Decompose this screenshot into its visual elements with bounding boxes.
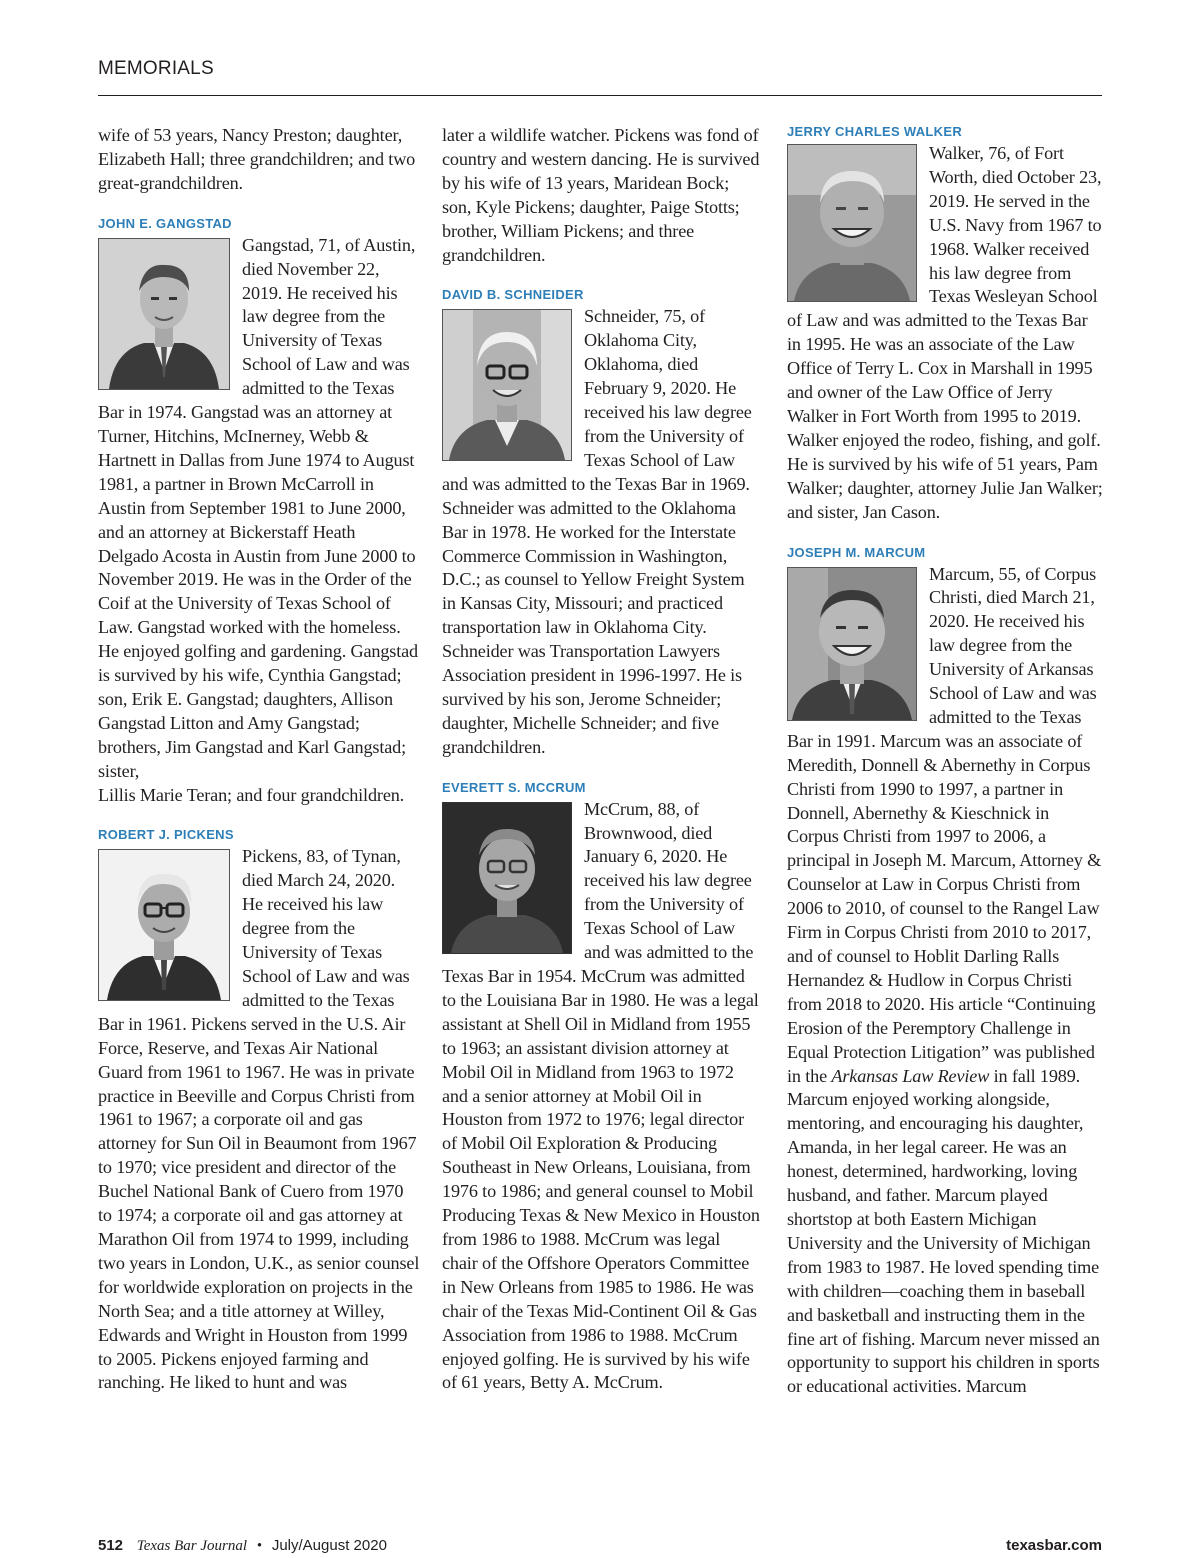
gangstad-name: JOHN E. GANGSTAD	[98, 215, 232, 231]
gangstad-memorial-text: Gangstad, 71, of Austin, died November 22, 2019. He received his law degree from the University of Texas School of Law and was admitted to the Texas Bar in 1974. Gangstad was an attorney at Turner, Hitchins, McInerney, Webb & Hartnett in Dallas from June 1974 to August 1981, a partner in Brown McCarroll in Austin from September 1981 to June 2000, and an attorney at Bickerstaff Heath Delgado Acosta in Austin from June 2000 to November 2019. He was in the Order of the Coif at the University of Texas School of Law. Gangstad worked with the homeless. He enjoyed golfing and gardening. Gangstad is survived by his wife, Cynthia Gangstad; son, Erik E. Gangstad; daughters, Allison Gangstad Litton and Amy Gangstad; brothers, Jim Gangstad and Karl Gangstad; sister,	[98, 234, 418, 781]
issue-date: July/August 2020	[271, 1537, 387, 1554]
walker-name: JERRY CHARLES WALKER	[787, 124, 963, 139]
marcum-text-part-a: Marcum, 55, of Corpus Christi, died March 21, 2020. He received his law degree from the University of Arkansas School of Law and was admitted to the Texas Bar in 1991. Marcum was an associate of Meredith, Donnell & Abernethy in Corpus Christi from 1990 to 1997, a partner in Donnell, Abernethy & Kieschnick in Corpus Christi from 1997 to 2006, a principal in Joseph M. Marcum, Attorney & Counselor at Law in Corpus Christi from 2006 to 2010, of counsel to the Rangel Law Firm in Corpus Christi from 2010 to 2017, and of counsel to Hoblit Darling Ralls Hernandez & Hudlow in Corpus Christi from 2018 to 2020. His article “Continuing Erosion of the Peremptory Challenge in Equal Protection Litigation” was published in the	[787, 563, 1102, 1086]
publication-title: Texas Bar Journal	[136, 1538, 248, 1554]
schneider-photo	[442, 309, 572, 461]
column-2	[442, 124, 760, 1395]
mccrum-photo	[442, 802, 572, 954]
footer-website: texasbar.com	[1006, 1537, 1102, 1554]
header-rule	[98, 95, 1102, 96]
pickens-memorial-text: Pickens, 83, of Tynan, died March 24, 2020. He received his law degree from the University of Texas School of Law and was admitted to the Texas Bar in 1961. Pickens served in the U.S. Air Force, Reserve, and Texas Air National Guard from 1961 to 1967. He was in private practice in Beeville and Corpus Christi from 1961 to 1967; a corporate oil and gas attorney for Sun Oil in Beaumont from 1967 to 1970; vice president and director of the Buchel National Bank of Cuero from 1970 to 1974; a corporate oil and gas attorney at Marathon Oil from 1974 to 1999, including two years in London, U.K., as senior counsel for worldwide exploration on projects in the North Sea; and a title attorney at Willey, Edwards and Wright in Houston from 1999 to 2005. Pickens enjoyed farming and ranching. He liked to hunt and was	[98, 846, 420, 1393]
marcum-text-part-b: in fall 1989. Marcum enjoyed working alongside, mentoring, and encouraging his daughter, Amanda, in her legal career. He was an honest, determined, hardworking, loving husband, and father. Marcum played shortstop at both Eastern Michigan University and the University of Michigan from 1983 to 1987. He loved spending time with children—coaching them in baseball and basketball and instructing them in the fine art of fishing. Marcum never missed an opportunity to support his children in sports or educational activities. Marcum	[787, 1065, 1100, 1397]
schneider-memorial-text: Schneider, 75, of Oklahoma City, Oklahoma, died February 9, 2020. He received his law degree from the University of Texas School of Law and was admitted to the Texas Bar in 1969. Schneider was admitted to the Oklahoma Bar in 1978. He worked for the Interstate Commerce Commission in Washington, D.C.; as counsel to Yellow Freight System in Kansas City, Missouri; and practiced transportation law in Oklahoma City. Schneider was Transportation Lawyers Association president in 1996-1997. He is survived by his son, Jerome Schneider; daughter, Michelle Schneider; and five grandchildren.	[442, 306, 752, 757]
section-header: MEMORIALS	[98, 58, 214, 79]
schneider-name: DAVID B. SCHNEIDER	[442, 287, 584, 303]
walker-photo	[787, 144, 917, 302]
gangstad-memorial-last-line: Lillis Marie Teran; and four grandchildren.	[98, 784, 405, 805]
mccrum-memorial-text: McCrum, 88, of Brownwood, died January 6, 2020. He received his law degree from the University of Texas School of Law and was admitted to the Texas Bar in 1954. McCrum was admitted to the Louisiana Bar in 1980. He was a legal assistant at Shell Oil in Midland from 1955 to 1963; an assistant division attorney at Mobil Oil in Midland from 1963 to 1972 and a senior attorney at Mobil Oil in Houston from 1972 to 1976; legal director of Mobil Oil Exploration & Producing Southeast in New Orleans, Louisiana, from 1976 to 1986; and general counsel to Mobil Producing Texas & New Mexico in Houston from 1986 to 1988. McCrum was legal chair of the Offshore Operators Committee in New Orleans from 1985 to 1986. He was chair of the Texas Mid-Continent Oil & Gas Association from 1986 to 1988. McCrum enjoyed golfing. He is survived by his wife of 61 years, Betty A. McCrum.	[442, 798, 760, 1393]
footer-separator: •	[256, 1538, 263, 1554]
mccrum-name: EVERETT S. MCCRUM	[442, 779, 586, 795]
column-1	[98, 124, 420, 1395]
marcum-name: JOSEPH M. MARCUM	[787, 544, 926, 560]
arkansas-law-review-title: Arkansas Law Review	[831, 1065, 990, 1086]
pickens-continued-col2-text: later a wildlife watcher. Pickens was fond of country and western dancing. He is survived by his wife of 13 years, Maridean Bock; son, Kyle Pickens; daughter, Paige Stotts; brother, William Pickens; and three grandchildren.	[442, 125, 760, 265]
walker-memorial-text: Walker, 76, of Fort Worth, died October 23, 2019. He served in the U.S. Navy from 1967 to 1968. Walker received his law degree from Texas Wesleyan School of Law and was admitted to the Texas Bar in 1995. He was an associate of the Law Office of Terry L. Cox in Marshall in 1995 and owner of the Law Office of Jerry Walker in Fort Worth from 1995 to 2019. Walker enjoyed the rodeo, fishing, and golf. He is survived by his wife of 51 years, Pam Walker; daughter, attorney Julie Jan Walker; and sister, Jan Cason.	[787, 143, 1103, 522]
page-number: 512	[98, 1537, 124, 1554]
pickens-continued-text: wife of 53 years, Nancy Preston; daughter, Elizabeth Hall; three grandchildren; and two great-grandchildren.	[98, 125, 416, 193]
pickens-photo	[98, 849, 230, 1001]
pickens-name: ROBERT J. PICKENS	[98, 827, 234, 843]
marcum-photo	[787, 567, 917, 721]
gangstad-photo	[98, 238, 230, 390]
column-3	[787, 124, 1103, 1399]
footer-left	[98, 1536, 387, 1556]
